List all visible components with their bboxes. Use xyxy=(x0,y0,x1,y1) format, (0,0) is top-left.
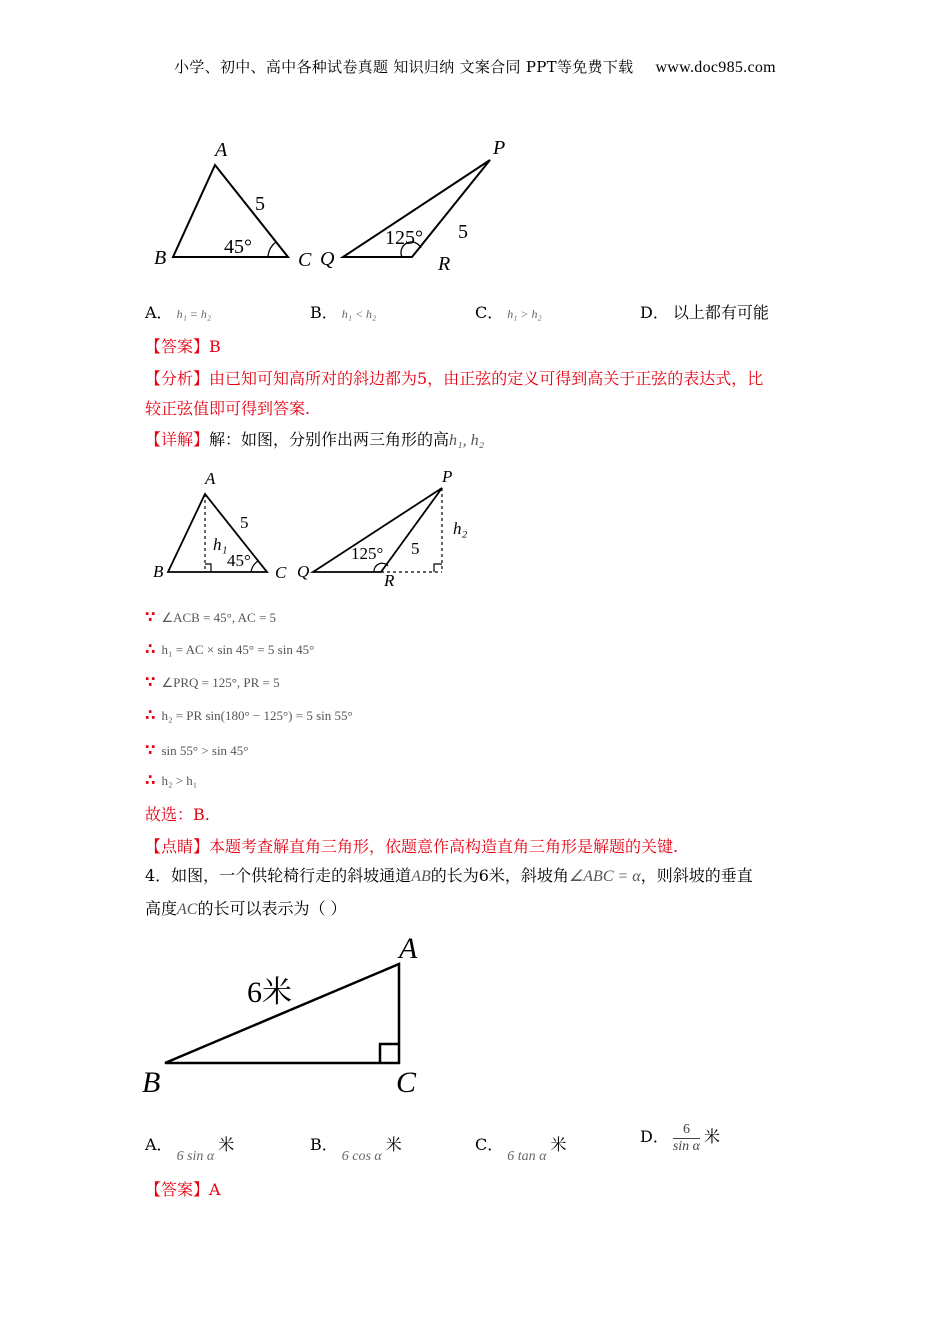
fig1-label-B: B xyxy=(154,247,167,269)
figure-1 xyxy=(140,130,520,280)
q4-option-c: C． 6 tan α 米 xyxy=(475,1135,567,1164)
q4-stem-line1: 4．如图，一个供轮椅行走的斜坡通道AB的长为6米，斜坡角∠ABC = α，则斜坡的垂直 xyxy=(145,866,753,885)
fig3-label-C: C xyxy=(396,1066,417,1099)
fig2-label-R: R xyxy=(384,571,395,590)
fig1-side-5-right: 5 xyxy=(458,221,468,243)
header-title: 小学、初中、高中各种试卷真题 知识归纳 文案合同 PPT等免费下载 xyxy=(174,58,634,76)
q3-option-d: D． 以上都有可能 xyxy=(640,303,769,322)
q4-option-a: A． 6 sin α 米 xyxy=(145,1135,235,1164)
fig2-angle-45: 45° xyxy=(227,551,251,570)
q3-analysis-line2: 较正弦值即可得到答案. xyxy=(145,399,311,418)
q3-analysis-line1: 【分析】由已知可知高所对的斜边都为5，由正弦的定义可得到高关于正弦的表达式，比 xyxy=(145,369,764,388)
fig2-label-Q: Q xyxy=(297,562,310,581)
fig1-label-Q: Q xyxy=(320,248,335,270)
fig3-length: 6米 xyxy=(247,976,292,1009)
fig1-angle-45: 45° xyxy=(224,236,252,258)
q3-option-a: A． h₁ = h₂ xyxy=(145,303,212,322)
q3-answer: 【答案】B xyxy=(145,337,221,356)
q4-option-b: B． 6 cos α 米 xyxy=(310,1135,402,1164)
step-4: ∴ h₂ = PR sin(180° − 125°) = 5 sin 55° xyxy=(145,706,353,724)
header-site: www.doc985.com xyxy=(655,59,776,76)
fig1-angle-125: 125° xyxy=(385,227,423,249)
q4-answer: 【答案】A xyxy=(145,1180,221,1199)
step-1: ∵ ∠ACB = 45°, AC = 5 xyxy=(145,608,277,626)
fig2-label-C: C xyxy=(275,563,287,582)
figure-2 xyxy=(145,462,485,592)
step-6: ∴ h₂ > h₁ xyxy=(145,771,198,789)
fig2-label-P: P xyxy=(442,467,453,486)
fig2-side-5-left: 5 xyxy=(240,513,249,532)
fig3-label-B: B xyxy=(142,1066,161,1099)
q3-choose: 故选：B. xyxy=(145,805,210,824)
fig2-h2: h₂ xyxy=(453,519,468,538)
fig1-label-R: R xyxy=(438,253,451,275)
page-header xyxy=(0,56,950,77)
fig2-angle-125: 125° xyxy=(351,544,384,563)
q3-option-c: C． h₁ > h₂ xyxy=(475,303,542,322)
fig2-label-A: A xyxy=(205,469,216,488)
q4-option-d-fraction: $\frac{6}{\text{sin α}}$ xyxy=(672,1122,701,1154)
step-5: ∵ sin 55° > sin 45° xyxy=(145,741,249,759)
fig1-label-C: C xyxy=(298,249,312,271)
q4-option-d: D． $\frac{6}{\text{sin α}}$ 米 xyxy=(640,1122,721,1154)
fig1-label-P: P xyxy=(493,137,506,159)
fig3-label-A: A xyxy=(399,932,418,965)
q3-option-b: B． h₁ < h₂ xyxy=(310,303,377,322)
q3-detail: 【详解】解：如图，分别作出两三角形的高h₁, h₂ xyxy=(145,430,485,449)
fig2-h1: h₁ xyxy=(213,535,228,554)
figure-3 xyxy=(140,928,440,1100)
step-2: ∴ h₁ = AC × sin 45° = 5 sin 45° xyxy=(145,640,315,658)
q3-comment: 【点睛】本题考查解直角三角形，依题意作高构造直角三角形是解题的关键. xyxy=(145,837,679,856)
fig1-side-5-left: 5 xyxy=(255,193,265,215)
fig2-label-B: B xyxy=(153,562,164,581)
fig1-label-A: A xyxy=(215,139,228,161)
q4-stem-line2: 高度AC的长可以表示为（ ） xyxy=(145,899,347,918)
step-3: ∵ ∠PRQ = 125°, PR = 5 xyxy=(145,673,280,691)
fig2-side-5-right: 5 xyxy=(411,539,420,558)
